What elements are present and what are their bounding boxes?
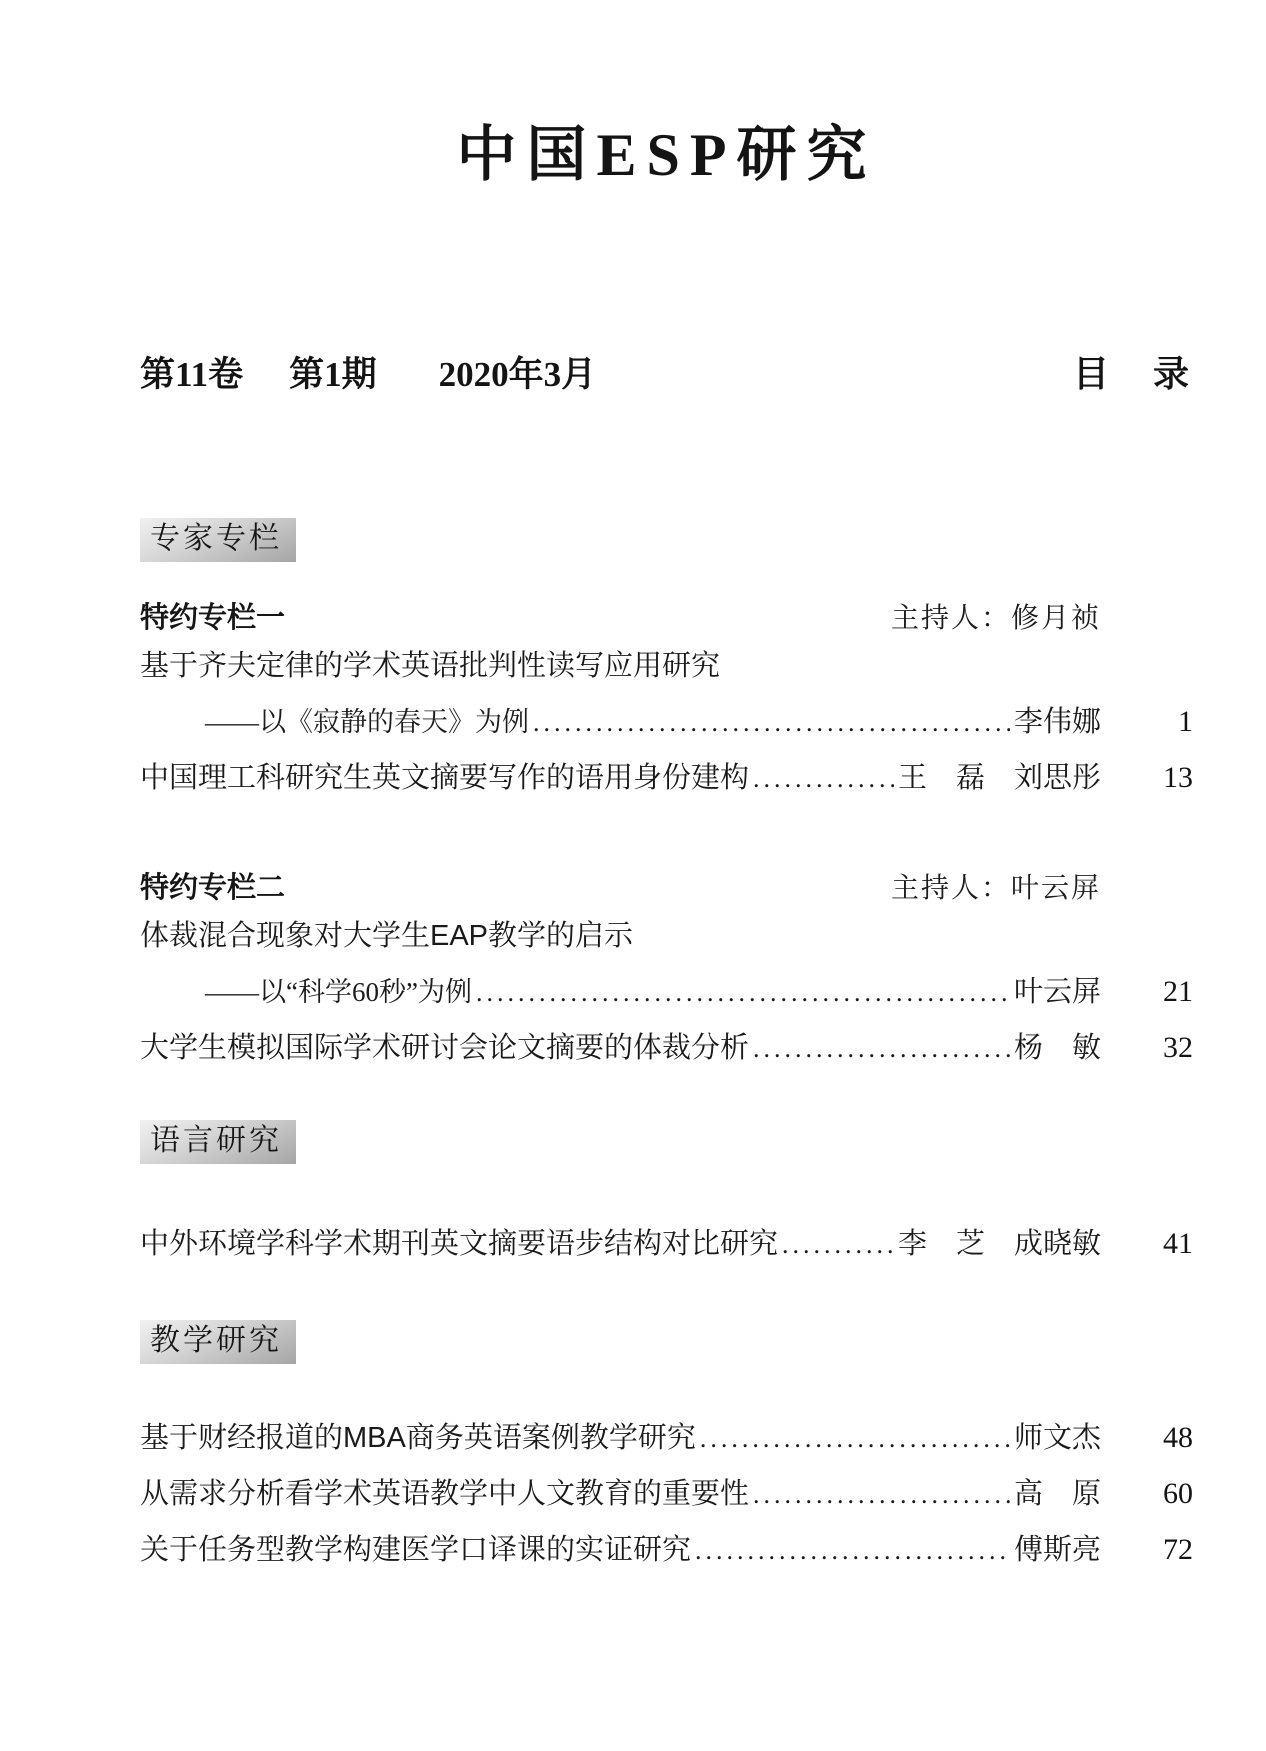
toc-entry (140, 1020, 1193, 1076)
entry-title: 从需求分析看学术英语教学中人文教育的重要性 (140, 1478, 750, 1510)
issue-volume: 第11卷 (140, 355, 244, 394)
column-host: 主持人：叶云屏 (890, 873, 1101, 904)
dot-leader (782, 1216, 894, 1273)
entry-title: 基于齐夫定律的学术英语批判性读写应用研究 (140, 650, 721, 682)
entry-page-number: 13 (1163, 761, 1193, 794)
entry-title: 体裁混合现象对大学生EAP教学的启示 (140, 920, 634, 952)
entry-author: 傅斯亮 (1013, 1534, 1101, 1566)
toc-entry (140, 1216, 1193, 1272)
entry-page-number: 41 (1163, 1227, 1193, 1260)
issue-date: 2020年3月 (438, 355, 597, 394)
entry-title: 关于任务型教学构建医学口译课的实证研究 (140, 1534, 692, 1566)
issue-meta-row (140, 352, 1193, 396)
toc-heading: 目 录 (1072, 354, 1193, 394)
section-badge-teaching-research: 教学研究 (140, 1320, 296, 1364)
entry-title: 大学生模拟国际学术研讨会论文摘要的体裁分析 (140, 1032, 750, 1064)
entry-subtitle: ——以《寂静的春天》为例 (205, 707, 529, 737)
entry-author: 李 芝 成晓敏 (897, 1228, 1101, 1260)
column-header-special-one (140, 598, 1193, 638)
entry-author: 高 原 (1013, 1478, 1101, 1510)
column-name: 特约专栏二 (140, 872, 286, 904)
dot-leader (753, 750, 894, 807)
toc-entry (140, 750, 1193, 806)
toc-entry-title-line (140, 908, 1193, 964)
entry-page-number: 32 (1163, 1031, 1193, 1064)
entry-title: 中外环境学科学术期刊英文摘要语步结构对比研究 (140, 1228, 779, 1260)
column-name: 特约专栏一 (140, 602, 286, 634)
dot-leader (700, 1410, 1010, 1467)
column-header-special-two (140, 868, 1193, 908)
journal-title: 中国ESP研究 (456, 122, 877, 188)
entry-page-number: 72 (1163, 1533, 1193, 1566)
section-language-research (140, 1076, 1193, 1164)
entry-author: 师文杰 (1013, 1422, 1101, 1454)
dot-leader (753, 1466, 1010, 1523)
toc-entry-subtitle-line (140, 964, 1193, 1020)
section-expert-column (140, 396, 1193, 562)
entry-author: 叶云屏 (1013, 976, 1101, 1008)
toc-entry (140, 1522, 1193, 1578)
section-teaching-research (140, 1272, 1193, 1364)
entry-page-number: 60 (1163, 1477, 1193, 1510)
toc-entry (140, 1466, 1193, 1522)
entry-title: 基于财经报道的MBA商务英语案例教学研究 (140, 1422, 696, 1454)
entry-page-number: 48 (1163, 1421, 1193, 1454)
column-host: 主持人：修月祯 (890, 603, 1101, 634)
entry-author: 杨 敏 (1013, 1032, 1101, 1064)
section-badge-expert-column: 专家专栏 (140, 518, 296, 562)
entry-author: 李伟娜 (1013, 706, 1101, 738)
entry-page-number: 21 (1163, 975, 1193, 1008)
entry-author: 王 磊 刘思彤 (897, 762, 1101, 794)
toc-entry (140, 1410, 1193, 1466)
entry-page-number: 1 (1178, 705, 1193, 738)
dot-leader (476, 964, 1010, 1021)
toc-entry-title-line (140, 638, 1193, 694)
dot-leader (753, 1020, 1010, 1077)
issue-number: 第1期 (289, 355, 377, 394)
dot-leader (533, 694, 1010, 751)
entry-title: 中国理工科研究生英文摘要写作的语用身份建构 (140, 762, 750, 794)
section-badge-language-research: 语言研究 (140, 1120, 296, 1164)
dot-leader (695, 1522, 1010, 1579)
toc-entry-subtitle-line (140, 694, 1193, 750)
entry-subtitle: ——以“科学60秒”为例 (205, 977, 472, 1007)
